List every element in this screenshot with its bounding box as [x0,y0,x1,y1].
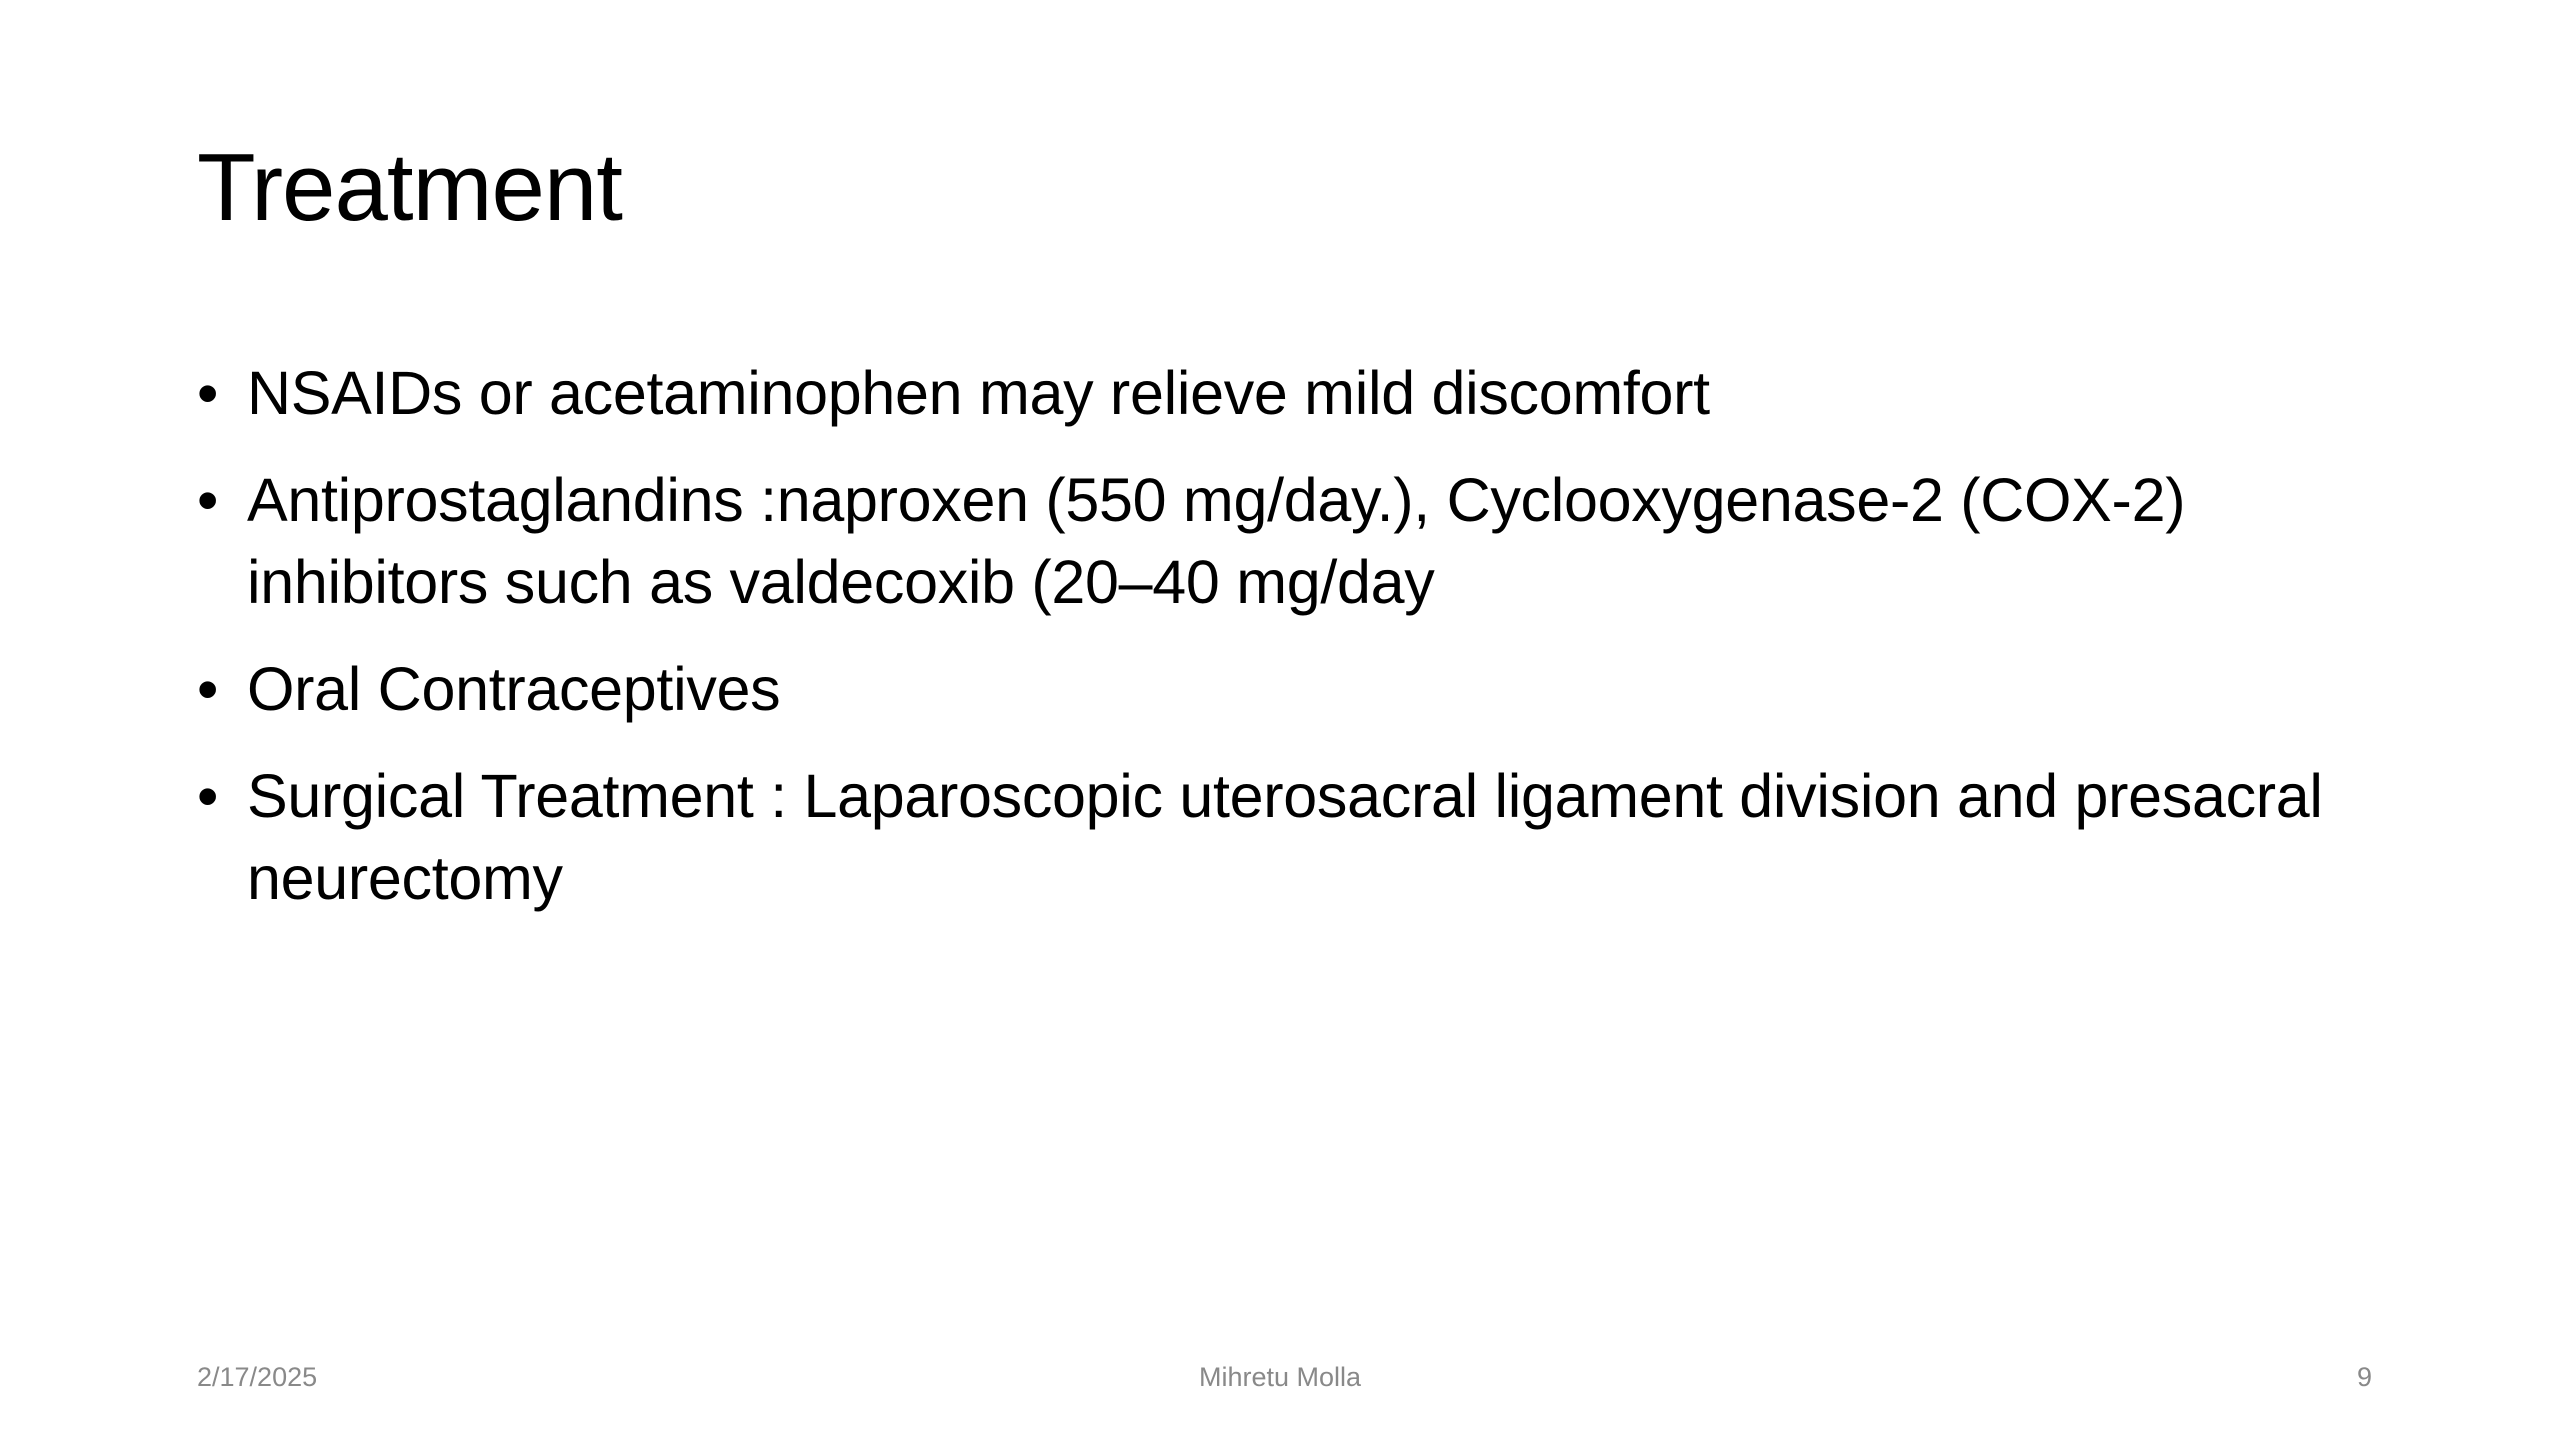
bullet-item [197,755,2397,919]
bullet-text: Surgical Treatment : Laparoscopic uterosacral ligament division and presacral neurectomy [247,762,2323,912]
bullet-item [197,459,2397,623]
bullet-item [197,648,2397,730]
page-number: 9 [2356,1362,2372,1392]
bullet-icon: • [197,466,219,534]
footer-date: 2/17/2025 [197,1362,318,1392]
footer-author: Mihretu Molla [1198,1362,1362,1392]
bullet-icon: • [197,359,219,427]
slide-title: Treatment [197,134,622,241]
bullet-text: Oral Contraceptives [247,655,781,723]
bullet-list [197,352,2397,944]
bullet-item [197,352,2397,434]
bullet-icon: • [197,762,219,830]
bullet-text: NSAIDs or acetaminophen may relieve mild discomfort [247,359,1710,427]
bullet-text: Antiprostaglandins :naproxen (550 mg/day.), Cyclooxygenase-2 (COX-2) inhibitors such as valdecoxib (20–40 mg/day [247,466,2186,616]
bullet-icon: • [197,655,219,723]
